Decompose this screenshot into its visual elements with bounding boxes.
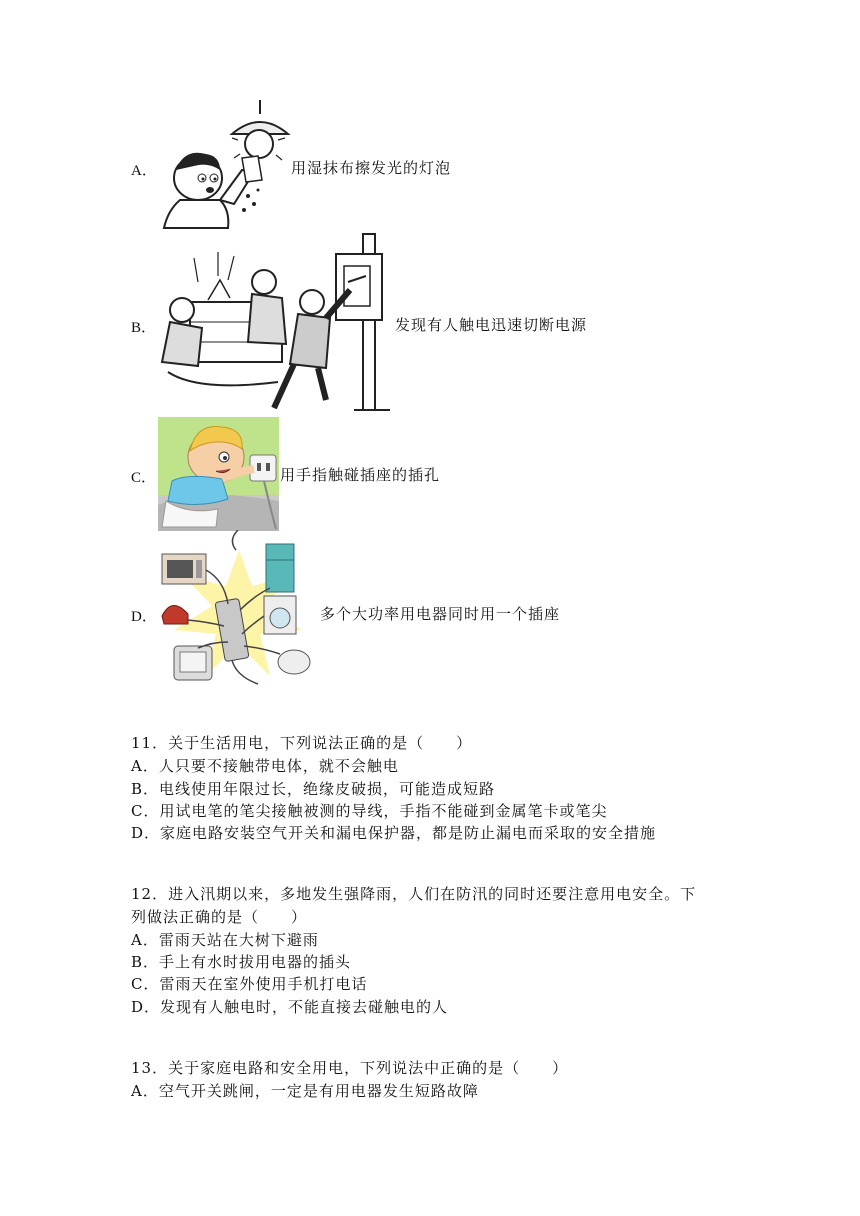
option-c-text: 用手指触碰插座的插孔 <box>280 466 441 484</box>
question-11-option-c: C．用试电笔的笔尖接触被测的导线，手指不能碰到金属笔卡或笔尖 <box>131 802 608 820</box>
option-b-letter: B． <box>131 320 157 336</box>
question-12-stem-line-1: 12．进入汛期以来，多地发生强降雨，人们在防汛的同时还要注意用电安全。下 <box>131 885 697 903</box>
question-11-option-a: A．人只要不接触带电体，就不会触电 <box>131 757 399 775</box>
question-11-option-d: D．家庭电路安装空气开关和漏电保护器，都是防止漏电而采取的安全措施 <box>131 824 657 842</box>
question-11-stem: 11．关于生活用电，下列说法正确的是（ ） <box>131 734 473 752</box>
question-12-option-d: D．发现有人触电时，不能直接去碰触电的人 <box>131 998 449 1016</box>
option-d-letter: D． <box>131 609 157 625</box>
option-c-letter: C． <box>131 470 157 486</box>
cut-power-illustration <box>158 232 394 418</box>
baby-socket-illustration <box>158 417 279 531</box>
option-a-text: 用湿抹布擦发光的灯泡 <box>291 159 452 177</box>
question-12-option-a: A．雷雨天站在大树下避雨 <box>131 931 319 949</box>
question-13-stem: 13．关于家庭电路和安全用电，下列说法中正确的是（ ） <box>131 1059 569 1077</box>
wet-cloth-bulb-illustration <box>158 100 293 235</box>
option-b-text: 发现有人触电迅速切断电源 <box>395 316 588 334</box>
question-13-option-a: A．空气开关跳闸，一定是有用电器发生短路故障 <box>131 1082 479 1100</box>
question-12-option-b: B．手上有水时拔用电器的插头 <box>131 953 352 971</box>
option-a-letter: A． <box>131 163 157 179</box>
overloaded-power-strip-illustration <box>158 530 320 692</box>
question-12-stem-line-2: 列做法正确的是（ ） <box>131 908 308 926</box>
option-d-text: 多个大功率用电器同时用一个插座 <box>320 605 561 623</box>
question-11-option-b: B．电线使用年限过长，绝缘皮破损，可能造成短路 <box>131 780 496 798</box>
question-12-option-c: C．雷雨天在室外使用手机打电话 <box>131 975 368 993</box>
